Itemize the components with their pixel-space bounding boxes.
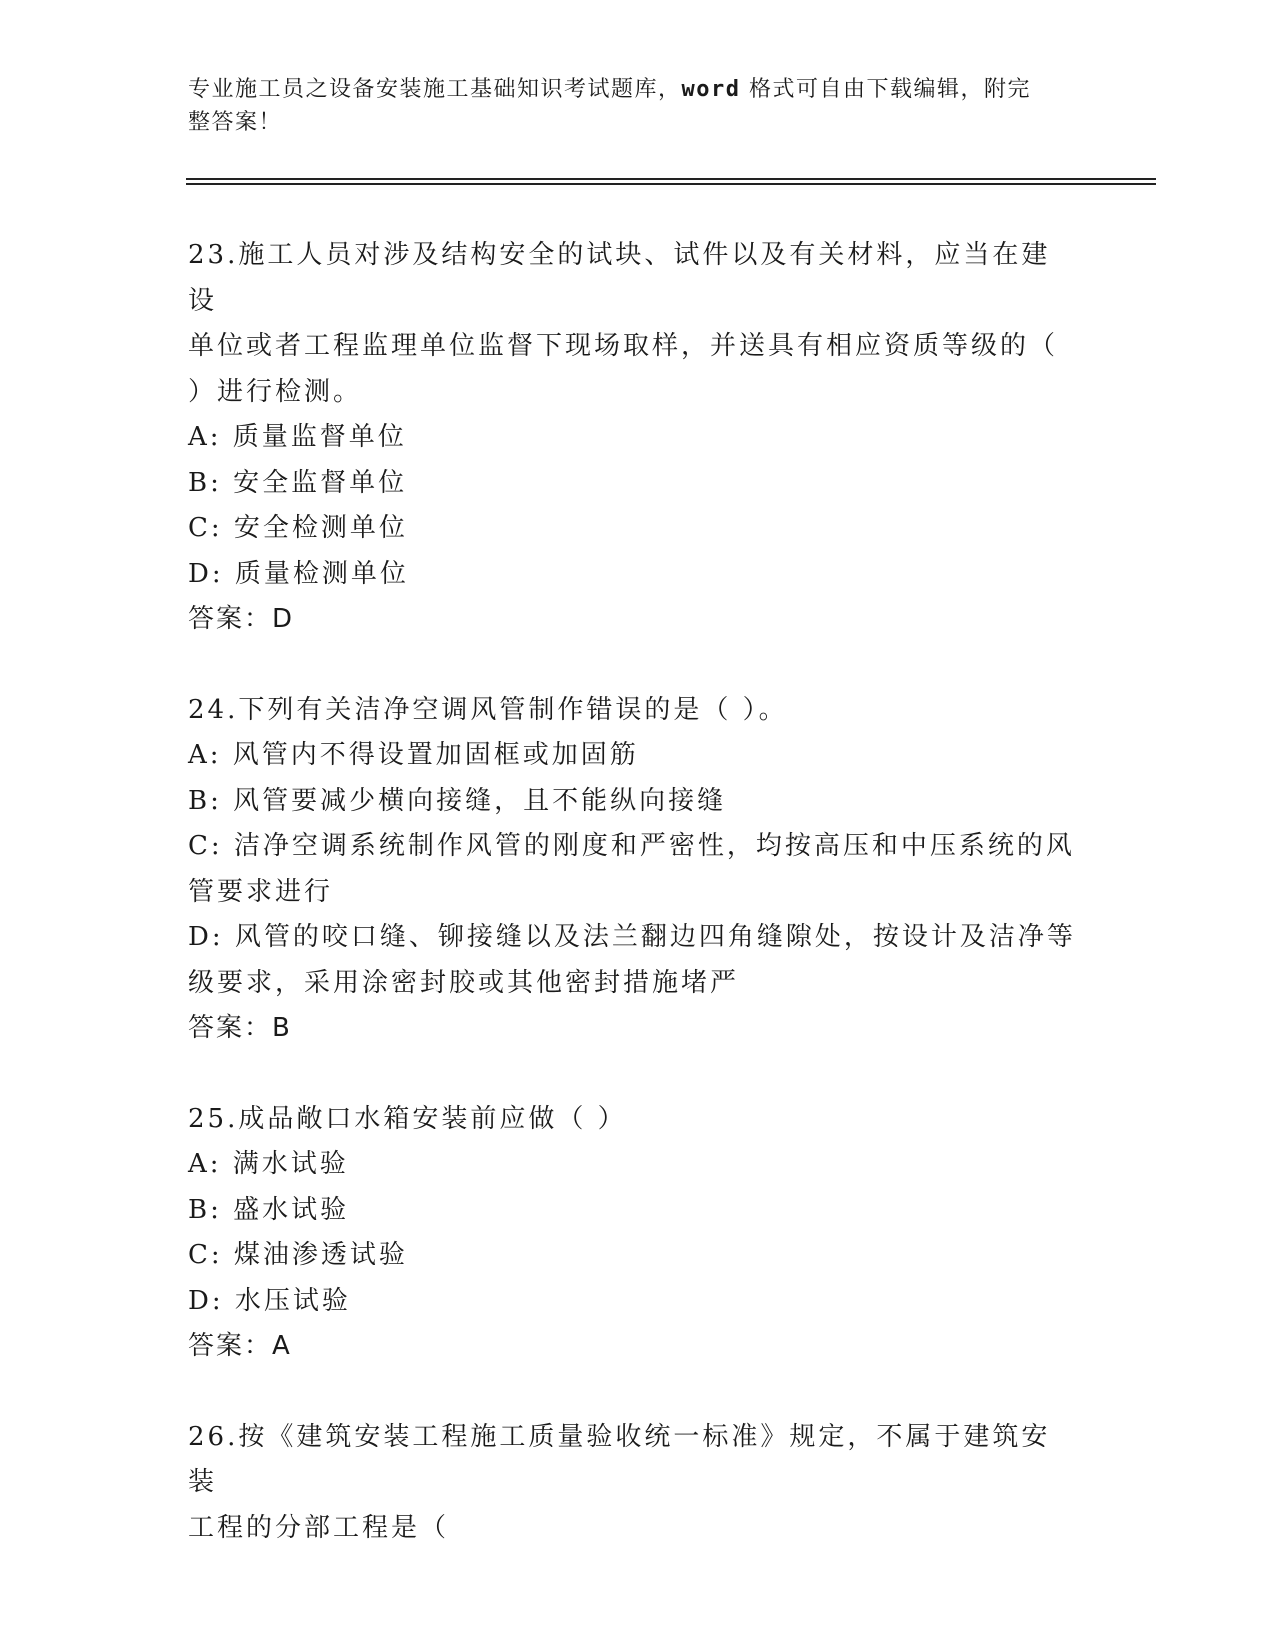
document-header: [188, 73, 1068, 139]
option-b: B: 安全监督单位: [188, 467, 408, 498]
question-stem-line: 25.成品敞口水箱安装前应做（ ）: [188, 1103, 627, 1134]
header-divider-top: [186, 178, 1156, 180]
header-text-1: 专业施工员之设备安装施工基础知识考试题库，: [188, 77, 682, 102]
answer-label: 答案：A: [188, 1331, 292, 1361]
answer-label: 答案：D: [188, 604, 295, 634]
option-a: A: 满水试验: [188, 1149, 349, 1179]
option-c: C: 洁净空调系统制作风管的刚度和严密性，均按高压和中压系统的风: [188, 831, 1075, 861]
option-b: B: 盛水试验: [188, 1194, 350, 1225]
header-line-1: [188, 73, 1068, 106]
option-a: A: 质量监督单位: [188, 422, 407, 452]
question-26: [188, 1415, 1078, 1552]
header-divider-bottom: [186, 183, 1156, 185]
spacer: [188, 1052, 1078, 1097]
question-stem-line: 工程的分部工程是（: [188, 1512, 450, 1543]
spacer: [188, 1370, 1078, 1415]
header-word-keyword: word: [681, 77, 741, 102]
option-c: C: 煤油渗透试验: [188, 1240, 408, 1270]
option-d-continued: 级要求，采用涂密封胶或其他密封措施堵严: [188, 967, 740, 998]
option-c-continued: 管要求进行: [188, 876, 334, 907]
option-c: C: 安全检测单位: [188, 513, 408, 543]
question-stem-line: 26.按《建筑安装工程施工质量验收统一标准》规定，不属于建筑安装: [188, 1421, 1051, 1497]
header-line-2: 整答案！: [188, 110, 283, 135]
question-24: [188, 688, 1078, 1052]
question-25: [188, 1097, 1078, 1370]
spacer: [188, 643, 1078, 688]
option-d: D: 质量检测单位: [188, 558, 409, 589]
answer-label: 答案：B: [188, 1013, 292, 1043]
question-stem-line: 24.下列有关洁净空调风管制作错误的是（ ）。: [188, 694, 788, 725]
question-list: [188, 233, 1078, 1551]
question-stem-line: ）进行检测。: [188, 376, 363, 407]
question-stem-line: 23.施工人员对涉及结构安全的试块、试件以及有关材料，应当在建设: [188, 240, 1051, 316]
header-text-2: 格式可自由下载编辑，附完: [740, 77, 1031, 102]
option-d: D: 风管的咬口缝、铆接缝以及法兰翻边四角缝隙处，按设计及洁净等: [188, 922, 1076, 952]
option-a: A: 风管内不得设置加固框或加固筋: [188, 740, 639, 770]
question-stem-line: 单位或者工程监理单位监督下现场取样，并送具有相应资质等级的（: [188, 331, 1059, 361]
option-d: D: 水压试验: [188, 1285, 351, 1316]
question-23: [188, 233, 1078, 643]
option-b: B: 风管要减少横向接缝，且不能纵向接缝: [188, 785, 727, 816]
